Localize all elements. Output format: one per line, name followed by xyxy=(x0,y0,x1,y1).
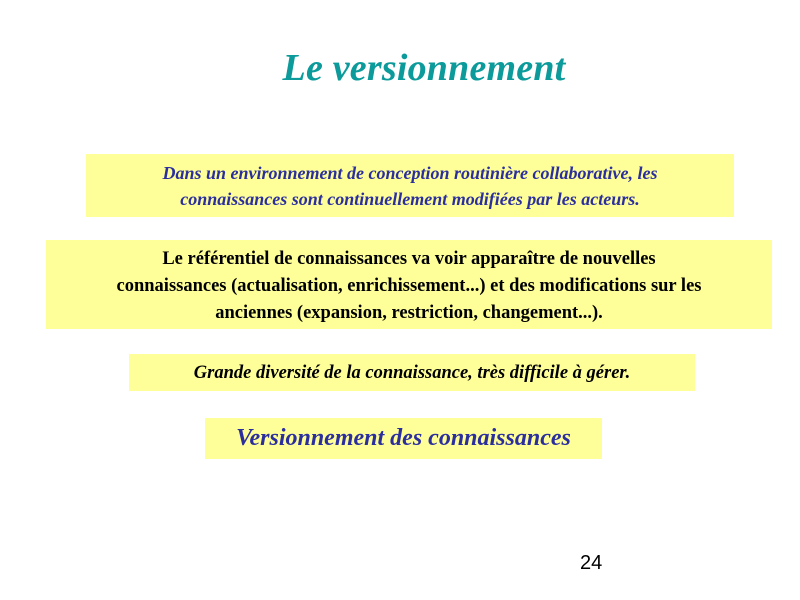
context-line-2: connaissances sont continuellement modifiées par les acteurs. xyxy=(180,189,640,209)
context-box xyxy=(86,154,734,217)
repository-line-2: connaissances (actualisation, enrichissement...) et des modifications sur les xyxy=(116,276,702,296)
conclusion-text: Versionnement des connaissances xyxy=(236,425,571,451)
context-line-1: Dans un environnement de conception routinière collaborative, les xyxy=(162,163,658,183)
conclusion-box xyxy=(205,418,602,459)
repository-line-1: Le référentiel de connaissances va voir apparaître de nouvelles xyxy=(162,249,656,269)
repository-box xyxy=(46,240,772,329)
repository-line-3: anciennes (expansion, restriction, changement...). xyxy=(215,303,603,323)
slide-title: Le versionnement xyxy=(282,47,566,89)
diversity-text: Grande diversité de la connaissance, très difficile à gérer. xyxy=(193,363,631,383)
diversity-box xyxy=(129,354,695,391)
page-number: 24 xyxy=(580,552,603,574)
